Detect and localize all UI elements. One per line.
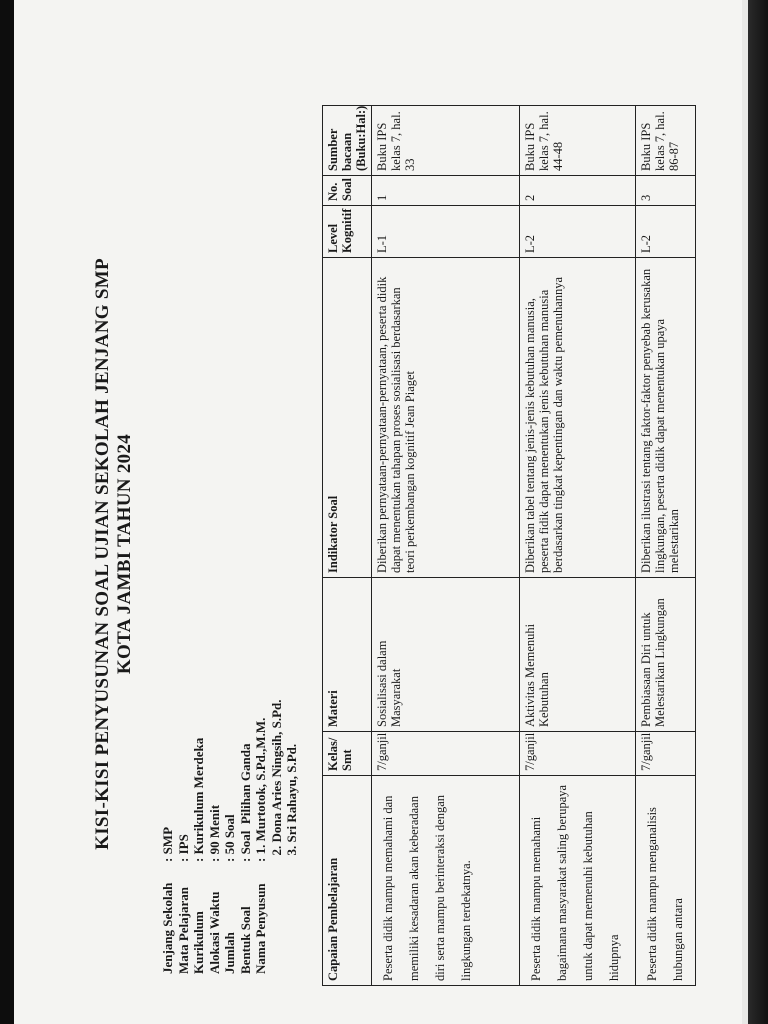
info-label: Alokasi Waktu — [206, 891, 222, 974]
cell-kelas: 7/ganjil — [636, 732, 696, 776]
table-row — [636, 106, 696, 986]
info-value: : 1. Murtotok, S.Pd.,M.M. — [253, 717, 268, 862]
info-row — [222, 699, 238, 974]
header-indikator: Indikator Soal — [323, 258, 372, 578]
cell-level: L-2 — [520, 206, 636, 258]
info-row — [160, 699, 176, 974]
header-level: Level Kognitif — [323, 206, 372, 258]
cell-materi: Sosialisasi dalam Masyarakat — [372, 578, 520, 732]
table-header-row — [323, 106, 372, 986]
table-row — [372, 106, 520, 986]
info-value: : 50 Soal — [222, 814, 237, 862]
title-line-2: KOTA JAMBI TAHUN 2024 — [114, 433, 135, 675]
info-value: : 90 Menit — [206, 804, 222, 862]
info-row — [253, 699, 269, 974]
document-page — [60, 104, 710, 1004]
cell-capaian: Peserta didik mampu memahami dan memiliki kesadaran akan keberadaan diri serta mampu berinteraksi dengan lingkungan terdekatnya. — [372, 776, 520, 986]
header-kelas: Kelas/ Smt — [323, 732, 372, 776]
info-value: : Kurikulum Merdeka — [191, 737, 206, 862]
cell-sumber: Buku IPS kelas 7, hal. 33 — [372, 106, 520, 176]
cell-indikator: Diberikan tabel tentang jenis-jenis kebutuhan manusia, peserta fidik dapat menentukan jenis kebutuhan manusia berdasarkan tingkat kepentingan dan waktu pemenuhannya — [520, 258, 636, 578]
info-label — [284, 862, 300, 974]
info-row — [207, 699, 223, 974]
cell-sumber: Buku IPS kelas 7, hal. 44-48 — [520, 106, 636, 176]
cell-kelas: 7/ganjil — [372, 732, 520, 776]
kisi-kisi-table — [322, 105, 696, 986]
cell-capaian: Peserta didik mampu menganalisis hubungan antara — [636, 776, 696, 986]
cell-materi: Pembiasaan Diri untuk Melestarikan Lingkungan — [636, 578, 696, 732]
info-label: Nama Penyusun — [253, 883, 268, 974]
header-capaian: Capaian Pembelajaran — [323, 776, 372, 986]
info-label: Bentuk Soal — [237, 906, 253, 974]
info-value: 2. Dona Aries Ningsih, S.Pd. — [268, 699, 284, 862]
table-row — [520, 106, 636, 986]
cell-level: L-1 — [372, 206, 520, 258]
info-label: Kurikulum — [191, 911, 206, 974]
cell-no: 3 — [636, 176, 696, 206]
cell-level: L-2 — [636, 206, 696, 258]
cell-capaian: Peserta didik mampu memahami bagaimana masyarakat saling berupaya untuk dapat memenuhi kebutuhan hidupnya — [520, 776, 636, 986]
cell-sumber: Buku IPS kelas 7, hal. 86-87 — [636, 106, 696, 176]
info-row — [269, 699, 285, 974]
info-label — [269, 862, 285, 974]
info-row — [238, 699, 254, 974]
title-line-1: KISI-KISI PENYUSUNAN SOAL UJIAN SEKOLAH JENJANG SMP — [92, 258, 113, 850]
info-row — [284, 699, 300, 974]
scan-right-edge — [742, 0, 768, 1024]
cell-no: 1 — [372, 176, 520, 206]
info-row — [191, 699, 207, 974]
info-block — [160, 699, 300, 974]
cell-no: 2 — [520, 176, 636, 206]
info-label: Jenjang Sekolah — [160, 882, 175, 974]
scan-left-edge — [0, 0, 14, 1024]
info-value: : IPS — [175, 834, 191, 862]
cell-indikator: Diberikan ilustrasi tentang faktor-faktor penyebab kerusakan lingkungan, peserta didik dapat menentukan upaya melestarikan — [636, 258, 696, 578]
document-title — [92, 104, 136, 1004]
cell-materi: Aktivitas Memenuhi Kebutuhan — [520, 578, 636, 732]
info-value: : SMP — [160, 826, 175, 862]
cell-kelas: 7/ganjil — [520, 732, 636, 776]
header-sumber: Sumber bacaan (Buku:Hal:) — [323, 106, 372, 176]
info-label: Jumlah — [222, 932, 237, 974]
info-value: 3. Sri Rahayu, S.Pd. — [284, 743, 299, 862]
header-materi: Materi — [323, 578, 372, 732]
header-no: No. Soal — [323, 176, 372, 206]
cell-indikator: Diberikan pernyataan-pernyataan-pernyataan, peserta didik dapat menentukan tahapan proses sosialisasi berdasarkan teori perkembangan kognitif Jean Piaget — [372, 258, 520, 578]
info-label: Mata Pelajaran — [175, 886, 191, 974]
info-row — [176, 699, 192, 974]
info-value: : Soal Pilihan Ganda — [237, 743, 253, 862]
